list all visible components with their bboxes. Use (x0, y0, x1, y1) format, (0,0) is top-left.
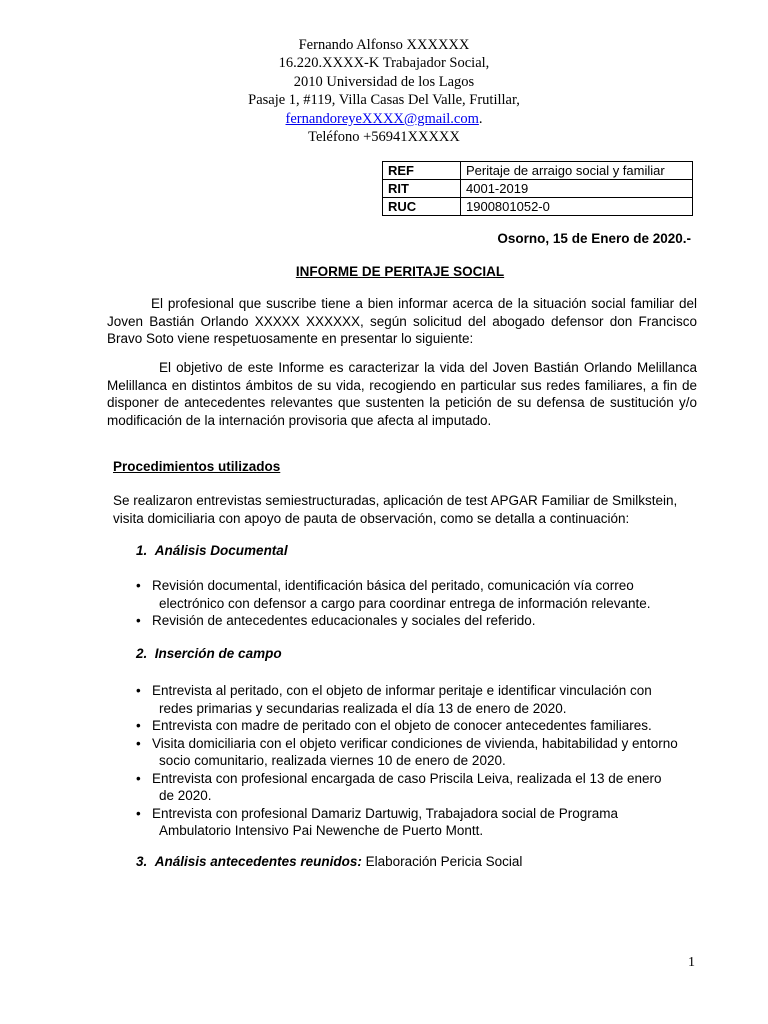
bullet-icon: • (136, 578, 141, 593)
author-name: Fernando Alfonso XXXXXX (298, 37, 470, 53)
list-item (136, 717, 726, 735)
section-heading (136, 854, 522, 869)
table-row (383, 162, 693, 180)
email-suffix: . (478, 110, 483, 127)
list-item (136, 770, 726, 805)
bullet-icon: • (136, 770, 141, 786)
ruc-value: 1900801052-0 (461, 198, 693, 216)
bullet-icon: • (136, 735, 141, 751)
list-item-text: Entrevista al peritado, con el objeto de informar peritaje e identificar vinculación con (152, 683, 652, 698)
list-item-text: Visita domiciliaria con el objeto verificar condiciones de vivienda, habitabilidad y entorno (152, 735, 678, 751)
list-item-text: Entrevista con madre de peritado con el objeto de conocer antecedentes familiares. (152, 718, 652, 733)
list-item-continuation: socio comunitario, realizada viernes 10 de enero de 2020. (159, 753, 506, 768)
author-university: 2010 Universidad de los Lagos (293, 73, 475, 90)
list-item-continuation: electrónico con defensor a cargo para coordinar entrega de información relevante. (159, 595, 651, 611)
document-date: Osorno, 15 de Enero de 2020.- (497, 231, 691, 246)
section-number: 2. (136, 646, 148, 661)
section-number: 3. (136, 854, 148, 869)
section-title: Inserción de campo (154, 646, 282, 661)
bullet-icon: • (136, 683, 141, 698)
author-address: Pasaje 1, #119, Villa Casas Del Valle, Frutillar, (248, 92, 520, 109)
objective-paragraph: El objetivo de este Informe es caracterizar la vida del Joven Bastián Orlando Melillanca Melillanca en distintos ámbitos de su vida, recogiendo en particular sus redes familiares, a fin de disponer de antecedentes relevantes que sustenten la petición de su defensa de sustitución y/o modificación de la internación provisoria que afecta al imputado. (107, 360, 697, 428)
intro-paragraph: El profesional que suscribe tiene a bien informar acerca de la situación social familiar del Joven Bastián Orlando XXXXX XXXXXX, según solicitud del abogado defensor don Francisco Bravo Soto viene respetuosamente en presentar lo siguiente: (107, 296, 697, 346)
list-item (136, 612, 726, 630)
list-item-text: Entrevista con profesional encargada de caso Priscila Leiva, realizada el 13 de enero (152, 770, 662, 786)
list-item-continuation: redes primarias y secundarias realizada el día 13 de enero de 2020. (159, 700, 567, 716)
author-id-profession: 16.220.XXXX-K Trabajador Social, (278, 55, 490, 72)
document-title: INFORME DE PERITAJE SOCIAL (295, 264, 505, 279)
author-phone: Teléfono +56941XXXXX (308, 129, 460, 146)
rit-key: RIT (383, 180, 461, 198)
author-email-line (0, 110, 768, 128)
letterhead (0, 36, 768, 146)
list-item (136, 735, 726, 770)
list-item (136, 682, 726, 717)
bullet-icon: • (136, 718, 141, 733)
list-item-text: Revisión documental, identificación básica del peritado, comunicación vía correo (152, 578, 634, 593)
section-title: Análisis antecedentes reunidos: (154, 854, 362, 869)
list-item-continuation: de 2020. (159, 788, 212, 803)
list-item (136, 577, 726, 612)
list-item (136, 805, 726, 840)
email-link[interactable]: fernandoreyeXXXX@gmail.com (285, 110, 479, 127)
section-description: Elaboración Pericia Social (361, 854, 523, 869)
list-item-text: Revisión de antecedentes educacionales y sociales del referido. (152, 613, 536, 628)
section-number: 1. (136, 543, 148, 558)
bullet-icon: • (136, 805, 141, 821)
table-row (383, 198, 693, 216)
ref-value: Peritaje de arraigo social y familiar (461, 162, 693, 180)
section-1-list (136, 577, 726, 630)
section-heading (136, 646, 282, 661)
section-title: Análisis Documental (154, 543, 288, 558)
table-row (383, 180, 693, 198)
list-item-text: Entrevista con profesional Damariz Dartuwig, Trabajadora social de Programa (152, 805, 618, 821)
list-item-continuation: Ambulatorio Intensivo Pai Newenche de Puerto Montt. (159, 823, 484, 838)
procedures-heading: Procedimientos utilizados (113, 459, 281, 474)
section-2-list (136, 682, 726, 840)
section-heading (136, 543, 288, 558)
reference-table (382, 161, 693, 216)
bullet-icon: • (136, 613, 141, 628)
rit-value: 4001-2019 (461, 180, 693, 198)
ruc-key: RUC (383, 198, 461, 216)
ref-key: REF (383, 162, 461, 180)
procedures-intro: Se realizaron entrevistas semiestructuradas, aplicación de test APGAR Familiar de Smilkstein, visita domiciliaria con apoyo de pauta de observación, como se detalla a continuación: (113, 493, 678, 526)
page-number: 1 (688, 955, 695, 970)
